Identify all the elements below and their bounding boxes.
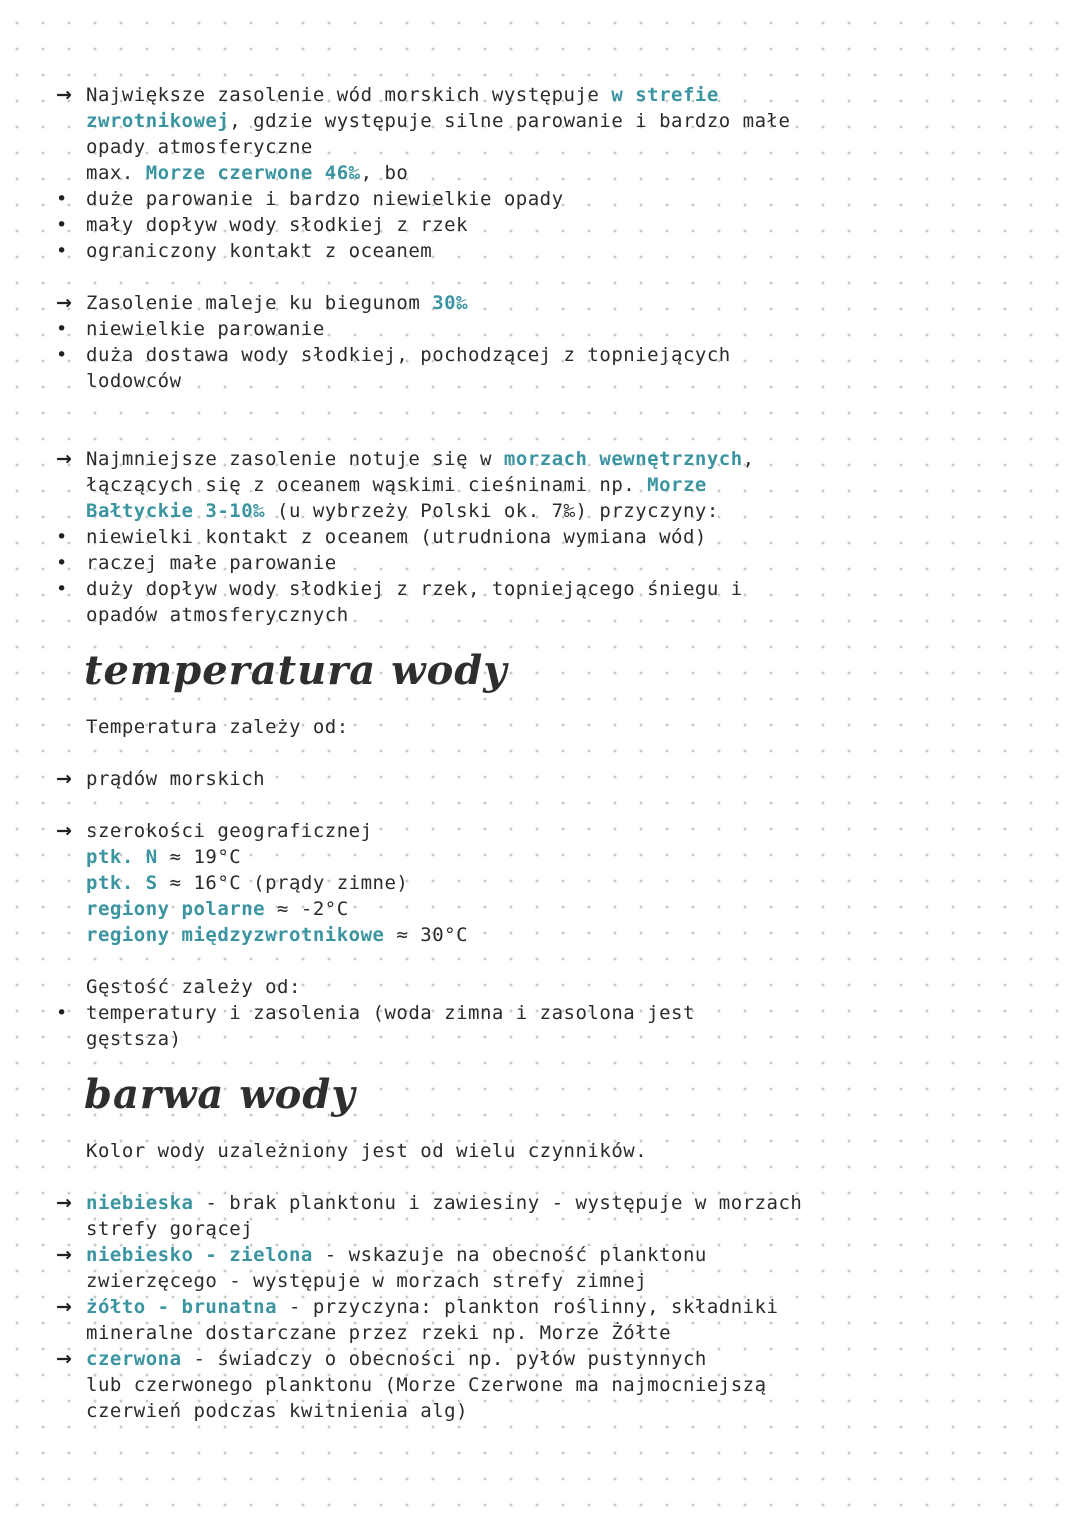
note-line (56, 870, 1036, 896)
note-line (56, 1268, 1036, 1294)
note-line-text (86, 110, 790, 132)
note-text: Najmniejsze zasolenie notuje się w (86, 448, 504, 470)
note-line-text (86, 924, 468, 946)
color-intro (56, 1138, 1036, 1164)
note-text: czerwień podczas kwitnienia alg) (86, 1400, 469, 1422)
note-line (56, 1398, 1036, 1424)
note-text: , bo (360, 162, 409, 184)
bullet-icon: • (56, 1002, 68, 1024)
note-line (56, 1242, 1036, 1268)
arrow-icon: → (56, 1244, 73, 1266)
temperature-latitude-section (56, 818, 1036, 948)
temperature-currents (56, 766, 1036, 792)
note-text: duże parowanie i bardzo niewielkie opady (86, 188, 564, 210)
note-line (56, 844, 1036, 870)
note-line-text (86, 1244, 707, 1266)
spacer (56, 740, 1036, 766)
salinity-max-section (56, 82, 1036, 264)
bullet-icon: • (56, 214, 68, 236)
highlighted-text: zwrotnikowej (86, 110, 230, 132)
note-text: Kolor wody uzależniony jest od wielu czynników. (86, 1140, 648, 1162)
note-line (56, 602, 1036, 628)
note-text: ≈ 19°C (157, 846, 242, 868)
note-line (56, 524, 1036, 550)
note-line-text (86, 1270, 647, 1292)
note-line-text (86, 820, 373, 842)
note-line (56, 472, 1036, 498)
spacer (56, 792, 1036, 818)
bullet-icon: • (56, 526, 68, 548)
note-line (56, 1000, 1036, 1026)
note-line (56, 498, 1036, 524)
bullet-icon: • (56, 240, 68, 262)
highlighted-text: niebiesko - zielona (86, 1244, 313, 1266)
note-line (56, 1190, 1036, 1216)
note-text: zwierzęcego - występuje w morzach strefy zimnej (86, 1270, 648, 1292)
spacer (56, 1125, 1036, 1138)
note-line (56, 316, 1036, 342)
arrow-icon: → (56, 1296, 73, 1318)
note-text: , (742, 448, 755, 470)
note-line (56, 342, 1036, 368)
note-line-text (86, 162, 408, 184)
note-line-text (86, 1348, 707, 1370)
note-text: ≈ 30°C (384, 924, 469, 946)
highlighted-text: ptk. S (86, 872, 158, 894)
highlighted-text: ptk. N (86, 846, 158, 868)
note-line-text (86, 1374, 767, 1396)
note-line-text (86, 292, 468, 314)
note-text: opady atmosferyczne (86, 136, 313, 158)
note-text: Największe zasolenie wód morskich występuje (86, 84, 612, 106)
bullet-icon: • (56, 552, 68, 574)
spacer (56, 1052, 1036, 1065)
heading-temperatura-wody: temperatura wody (84, 647, 508, 694)
note-line-text (86, 604, 349, 626)
note-text: - wskazuje na obecność planktonu (312, 1244, 707, 1266)
highlighted-text: czerwona (86, 1348, 182, 1370)
spacer (56, 264, 1036, 290)
notes-content (56, 82, 1036, 1424)
note-line-text (86, 846, 241, 868)
highlighted-text: Bałtyckie 3-10‰ (86, 500, 266, 522)
arrow-icon: → (56, 448, 73, 470)
water-color-list (56, 1190, 1036, 1424)
note-text: szerokości geograficznej (86, 820, 373, 842)
note-line-text (86, 1400, 468, 1422)
arrow-icon: → (56, 1348, 73, 1370)
note-line-text (86, 1322, 671, 1344)
arrow-icon: → (56, 84, 73, 106)
note-text: max. (86, 162, 146, 184)
note-line (56, 238, 1036, 264)
heading-barwa-wody: barwa wody (84, 1071, 356, 1118)
note-text: gęstsza) (86, 1028, 182, 1050)
note-text: duży dopływ wody słodkiej z rzek, topniejącego śniegu i (86, 578, 743, 600)
note-line (56, 368, 1036, 394)
arrow-icon: → (56, 1192, 73, 1214)
note-line-text (86, 500, 719, 522)
note-line-text (86, 474, 707, 496)
arrow-icon: → (56, 292, 73, 314)
note-line-text (86, 1028, 182, 1050)
note-line-text (86, 448, 755, 470)
note-line-text (86, 552, 337, 574)
note-line-text (86, 578, 743, 600)
note-line (56, 550, 1036, 576)
note-line-text (86, 1002, 695, 1024)
note-text: - brak planktonu i zawiesiny - występuje w morzach (193, 1192, 803, 1214)
note-line (56, 446, 1036, 472)
note-text: niewielki kontakt z oceanem (utrudniona wymiana wód) (86, 526, 707, 548)
note-text: niewielkie parowanie (86, 318, 325, 340)
note-line (56, 818, 1036, 844)
note-line-text (86, 1296, 778, 1318)
note-line (56, 1320, 1036, 1346)
note-line-text (86, 976, 301, 998)
note-line-text (86, 1192, 802, 1214)
note-line-text (86, 344, 731, 366)
note-line-text (86, 188, 564, 210)
bullet-icon: • (56, 578, 68, 600)
note-line (56, 1216, 1036, 1242)
highlighted-text: regiony polarne (86, 898, 266, 920)
highlighted-text: morzach wewnętrznych (503, 448, 743, 470)
note-text: Zasolenie maleje ku biegunom (86, 292, 433, 314)
note-line-text (86, 526, 707, 548)
salinity-min-section (56, 446, 1036, 628)
note-text: Temperatura zależy od: (86, 716, 349, 738)
note-text: ≈ 16°C (prądy zimne) (157, 872, 409, 894)
note-text: Gęstość zależy od: (86, 976, 301, 998)
note-text: - świadczy o obecności np. pyłów pustynnych (181, 1348, 707, 1370)
note-line (56, 1026, 1036, 1052)
note-line-text (86, 240, 432, 262)
note-line-text (86, 898, 349, 920)
note-text: , gdzie występuje silne parowanie i bardzo małe (229, 110, 791, 132)
spacer (56, 948, 1036, 974)
spacer (56, 628, 1036, 641)
note-text: łączących się z oceanem wąskimi cieśninami np. (86, 474, 648, 496)
highlighted-text: w strefie (611, 84, 719, 106)
note-line-text (86, 136, 313, 158)
note-line-text (86, 318, 325, 340)
bullet-icon: • (56, 188, 68, 210)
note-line (56, 82, 1036, 108)
spacer (56, 394, 1036, 420)
note-line (56, 1372, 1036, 1398)
note-text: lub czerwonego planktonu (Morze Czerwone ma najmocniejszą (86, 1374, 767, 1396)
spacer (56, 701, 1036, 714)
bullet-icon: • (56, 318, 68, 340)
note-text: raczej małe parowanie (86, 552, 337, 574)
note-text: strefy gorącej (86, 1218, 254, 1240)
note-text: mały dopływ wody słodkiej z rzek (86, 214, 469, 236)
note-text: (u wybrzeży Polski ok. 7‰) przyczyny: (265, 500, 719, 522)
arrow-icon: → (56, 768, 73, 790)
note-line (56, 290, 1036, 316)
temperature-intro (56, 714, 1036, 740)
note-line (56, 108, 1036, 134)
note-line (56, 186, 1036, 212)
note-text: temperatury i zasolenia (woda zimna i zasolona jest (86, 1002, 695, 1024)
note-line (56, 896, 1036, 922)
note-text: mineralne dostarczane przez rzeki np. Morze Żółte (86, 1322, 672, 1344)
note-line (56, 1346, 1036, 1372)
note-line (56, 160, 1036, 186)
note-text: opadów atmosferycznych (86, 604, 349, 626)
highlighted-text: Morze (647, 474, 707, 496)
note-line-text (86, 214, 468, 236)
note-line (56, 212, 1036, 238)
note-line (56, 922, 1036, 948)
note-text: lodowców (86, 370, 182, 392)
spacer (56, 1164, 1036, 1190)
note-line-text (86, 370, 182, 392)
density-section (56, 974, 1036, 1052)
highlighted-text: 30‰ (432, 292, 469, 314)
highlighted-text: Morze czerwone 46‰ (145, 162, 361, 184)
highlighted-text: żółto - brunatna (86, 1296, 278, 1318)
bullet-icon: • (56, 344, 68, 366)
note-text: - przyczyna: plankton roślinny, składniki (277, 1296, 779, 1318)
highlighted-text: regiony międzyzwrotnikowe (86, 924, 385, 946)
arrow-icon: → (56, 820, 73, 842)
note-text: duża dostawa wody słodkiej, pochodzącej z topniejących (86, 344, 731, 366)
note-line-text (86, 1218, 253, 1240)
note-line (56, 1294, 1036, 1320)
note-text: ograniczony kontakt z oceanem (86, 240, 433, 262)
spacer (56, 420, 1036, 446)
note-line-text (86, 872, 408, 894)
note-line-text (86, 84, 719, 106)
note-text: ≈ -2°C (265, 898, 349, 920)
highlighted-text: niebieska (86, 1192, 194, 1214)
salinity-poles-section (56, 290, 1036, 394)
note-line (56, 974, 1036, 1000)
note-line (56, 134, 1036, 160)
note-text: prądów morskich (86, 768, 266, 790)
note-line (56, 576, 1036, 602)
